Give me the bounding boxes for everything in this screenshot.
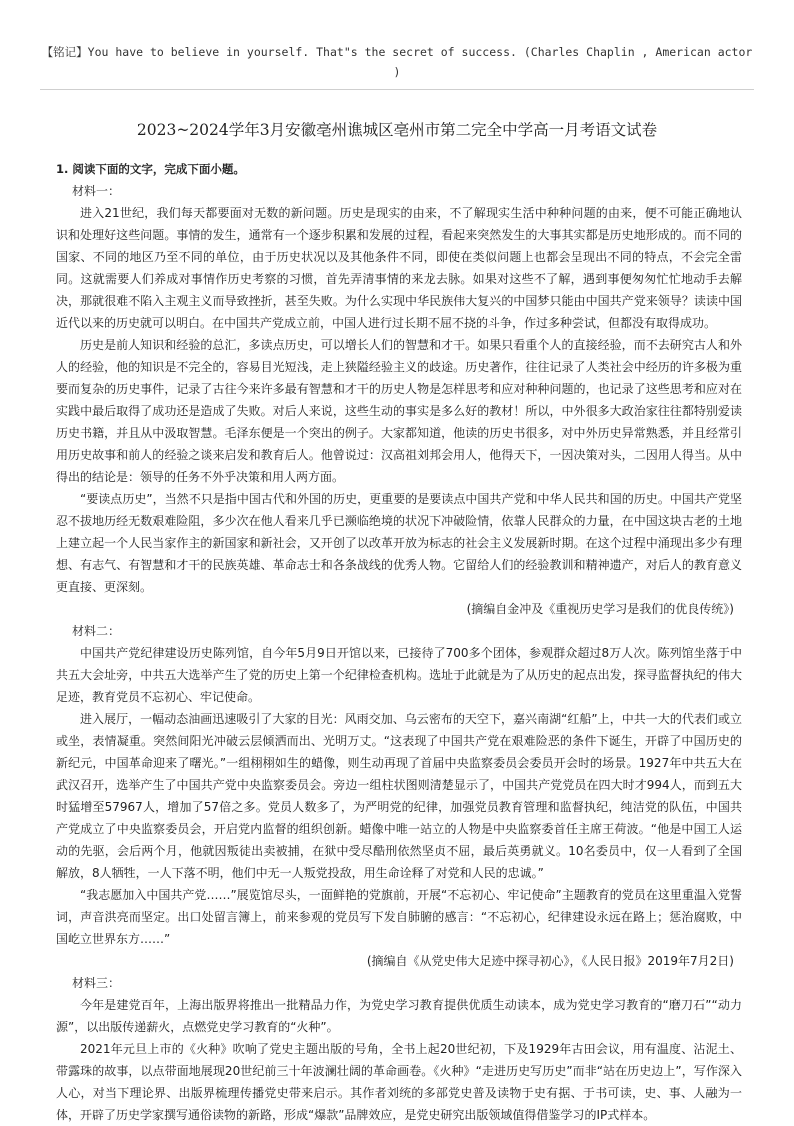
material-2-label: 材料二： [72,624,121,638]
page-title: 2023~2024学年3月安徽亳州谯城区亳州市第二完全中学高一月考语文试卷 [136,121,658,139]
material-3-paragraph: 今年是建党百年，上海出版界将推出一批精品力作，为党史学习教育提供优质生动读本，成为党史学习教育的“磨刀石”“动力源”，以出版传递薪火，点燃党史学习教育的“火种”。 [56,998,742,1034]
motto-banner: 【铭记】You have to believe in yourself. That"s the secret of success. (Charles Chaplin , American actor ) [41,45,753,79]
material-1-paragraph: 进入21世纪，我们每天都要面对无数的新问题。历史是现实的由来，不了解现实生活中种种问题的由来，便不可能正确地认识和处理好这些问题。事情的发生，通常有一个逐步积累和发展的过程，看起来突然发生的大事其实都是历史地形成的。而不同的国家、不同的地区乃至不同的单位，由于历史状况以及其他条件不同，即使在类似问题上也都会呈现出不同的特点，不会完全雷同。这就需要人们养成对事情作历史考察的习惯，首先弄清事情的来龙去脉。如果对这些不了解，遇到事便匆匆忙忙地动手去解决，那就很难不陷入主观主义而导致挫折，甚至失败。为什么实现中华民族伟大复兴的中国梦只能由中国共产党来领导？读读中国近代以来的历史就可以明白。在中国共产党成立前，中国人进行过长期不屈不挠的斗争，作过多种尝试，但都没有取得成功。 [56,206,742,330]
material-1-label: 材料一： [72,184,121,198]
material-1-paragraph: 历史是前人知识和经验的总汇，多读点历史，可以增长人们的智慧和才干。如果只看重个人的直接经验，而不去研究古人和外人的经验，他的知识是不完全的，容易目光短浅，走上狭隘经验主义的歧途。历史著作，往往记录了人类社会中经历的许多极为重要而复杂的历史事件，记录了古往今来许多最有智慧和才干的历史人物是怎样思考和应对种种问题的，也记录了这些思考和应对在实践中最后取得了成功还是造成了失败。对后人来说，这些生动的事实是多么好的教材！所以，中外很多大政治家往往都特别爱读历史书籍，并且从中汲取智慧。毛泽东便是一个突出的例子。大家都知道，他读的历史书很多，对中外历史异常熟悉，并且经常引用历史故事和前人的经验之谈来启发和教育后人。他曾说过：汉高祖刘邦会用人，他得天下，一因决策对头，二因用人得当。从中得出的结论是：领导的任务不外乎决策和用人两方面。 [56,338,742,484]
material-1-source: (摘编自金冲及《重视历史学习是我们的优良传统》) [466,602,734,616]
question-heading: 1. 阅读下面的文字，完成下面小题。 [56,162,245,176]
material-1-paragraph: “要读点历史”，当然不只是指中国古代和外国的历史，更重要的是要读点中国共产党和中华人民共和国的历史。中国共产党坚忍不拔地历经无数艰难险阻，多少次在他人看来几乎已濒临绝境的状况下冲破险情，依靠人民群众的力量，在中国这块古老的土地上建立起一个人民当家作主的新国家和新社会，又开创了以改革开放为标志的社会主义发展新时期。在这个过程中涌现出多少有理想、有志气、有智慧和才干的民族英雄、革命志士和各条战线的优秀人物。它留给人们的经验教训和精神遗产，对后人的教育意义更直接、更深刻。 [56,492,742,594]
material-2-paragraph: 中国共产党纪律建设历史陈列馆，自今年5月9日开馆以来，已接待了700多个团体，参观群众超过8万人次。陈列馆坐落于中共五大会址旁，中共五大选举产生了党的历史上第一个纪律检查机构。选址于此就是为了从历史的起点出发，探寻监督执纪的伟大足迹，教育党员不忘初心、牢记使命。 [56,646,742,704]
document-body [56,158,742,1126]
material-3-label: 材料三： [72,976,121,990]
material-3-paragraph: 2021年元旦上市的《火种》吹响了党史主题出版的号角，全书上起20世纪初，下及1929年古田会议，用有温度、沾泥土、带露珠的故事，以点带面地展现20世纪前三十年波澜壮阔的革命画卷。《火种》“走进历史写历史”而非“站在历史边上”，写作深入人心，对当下理论界、出版界梳理传播党史带来启示。其作者刘统的多部党史普及读物于史有据、于书可读，史、事、人融为一体，开辟了历史学家撰写通俗读物的新路，形成“爆款”品牌效应，是党史研究出版领域值得借鉴学习的IP式样本。 [56,1042,742,1122]
header-divider [40,89,754,90]
material-2-paragraph: 进入展厅，一幅动态油画迅速吸引了大家的目光：风雨交加、乌云密布的天空下，嘉兴南湖“红船”上，中共一大的代表们或立或坐，表情凝重。突然间阳光冲破云层倾洒而出、光明万丈。“这表现了中国共产党在艰难险恶的条件下诞生，开辟了中国历史的新纪元，中国革命迎来了曙光。”一组栩栩如生的蜡像，则生动再现了首届中央监察委员会委员开会时的场景。1927年中共五大在武汉召开，选举产生了中国共产党中央监察委员会。旁边一组柱状图则清楚显示了，中国共产党党员在四大时才994人，而到五大时猛增至57967人，增加了57倍之多。党员人数多了，为严明党的纪律，加强党员教育管理和监督执纪，纯洁党的队伍，中国共产党成立了中央监察委员会，开启党内监督的组织创新。蜡像中唯一站立的人物是中央监察委首任主席王荷波。“他是中国工人运动的先驱，会后两个月，他就因叛徒出卖被捕，在狱中受尽酷刑依然坚贞不屈，最后英勇就义。10名委员中，仅一人看到了全国解放，8人牺牲，一人下落不明，他们中无一人叛党投敌，用生命诠释了对党和人民的忠诚。” [56,712,742,880]
material-2-paragraph: “我志愿加入中国共产党……”展览馆尽头，一面鲜艳的党旗前，开展“不忘初心、牢记使命”主题教育的党员在这里重温入党誓词，声音洪亮而坚定。出口处留言簿上，前来参观的党员写下发自肺腑的感言：“不忘初心，纪律建设永远在路上；惩治腐败，中国屹立世界东方……” [56,888,742,946]
material-2-source: (摘编自《从党史伟大足迹中探寻初心》，《人民日报》2019年7月2日) [366,954,734,968]
